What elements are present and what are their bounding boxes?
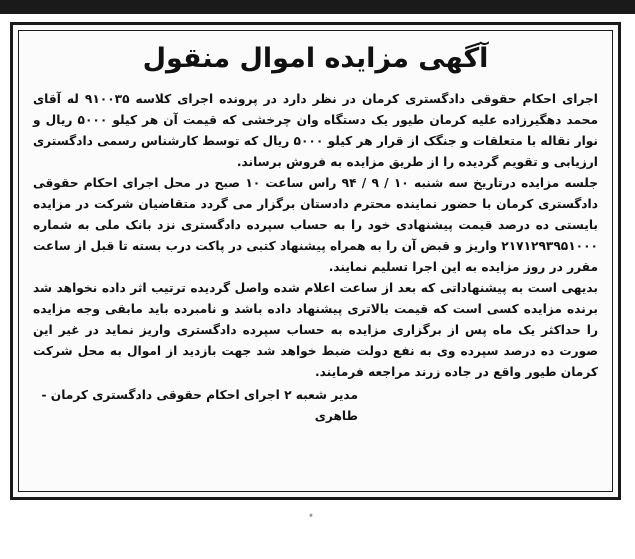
auction-notice [10,22,621,500]
notice-title: آگهی مزایده اموال منقول [142,43,489,74]
notice-paragraph-3: بدیهی است به پیشنهاداتی که بعد از ساعت اعلام شده واصل گردیده ترتیب اثر داده نخواهد شد برنده مزایده کسی است که قیمت بالاتری پیشنهاد داده باشد و نامبرده باید مابقی وجه مزایده را حداکثر یک ماه پس از برگزاری مزایده به حساب سپرده دادگستری واریز نماید در غیر این صورت ده درصد سپرده وی به نفع دولت ضبط خواهد شد جهت بازدید از اموال به محل شرکت کرمان طیور واقع در جاده زرند مراجعه فرمایند. [33,281,598,379]
notice-paragraph-2: جلسه مزایده درتاریخ سه شنبه ۱۰ / ۹ / ۹۴ راس ساعت ۱۰ صبح در محل اجرای احکام حقوقی دادگستری کرمان با حضور نماینده محترم دادستان برگزار می گردد متقاضیان شرکت در مزایده بایستی ده درصد قیمت پیشنهادی خود را به حساب سپرده دادگستری نزد بانک ملی به شماره ۲۱۷۱۲۹۳۹۵۱۰۰۰ واریز و قبض آن را به همراه پیشنهاد کتبی در پاکت درب بسته تا قبل از ساعت مقرر در روز مزایده به این اجرا تسلیم نمایند. [33,176,599,274]
notice-signature: مدیر شعبه ۲ اجرای احکام حقوقی دادگستری کرمان - طاهری [41,388,358,423]
notice-inner-border [18,30,613,492]
top-border-strip [0,0,635,14]
notice-paragraph-1: اجرای احکام حقوقی دادگستری کرمان در نظر دارد در پرونده اجرای کلاسه ۹۱۰۰۳۵ له آقای محمد دهگیرزاده علیه کرمان طیور یک دستگاه وان چرخشی که قیمت آن هر کیلو ۵۰۰۰ ریال و نوار نقاله با متعلقات و جنگک از قرار هر کیلو ۵۰۰۰ ریال که توسط کارشناس رسمی دادگستری ارزیابی و تقویم گردیده را از طریق مزایده به فروش برساند. [33,92,599,169]
footer-ornament: ٭ [308,510,314,521]
